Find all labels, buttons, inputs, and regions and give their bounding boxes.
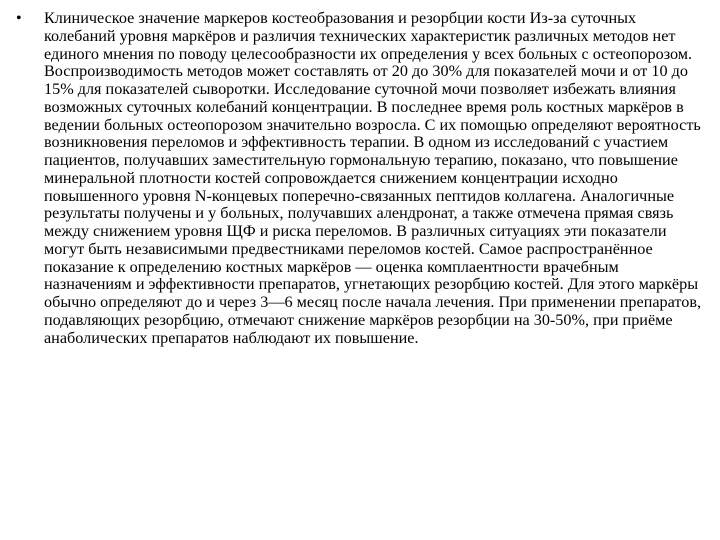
bullet-icon: • [16,10,22,27]
bullet-item [14,10,704,347]
body-paragraph: Клиническое значение маркеров костеобразования и резорбции кости Из-за суточных колебаний уровня маркёров и различия технических характеристик различных методов нет единого мнения по поводу целесообразности их определения у всех больных с остеопорозом. Воспроизводимость методов может составлять от 20 до 30% для показателей мочи и от 10 до 15% для показателей сыворотки. Исследование суточной мочи позволяет избежать влияния возможных суточных колебаний концентрации. В последнее время роль костных маркёров в ведении больных остеопорозом значительно возросла. С их помощью определяют вероятность возникновения переломов и эффективность терапии. В одном из исследований с участием пациентов, получавших заместительную гормональную терапию, показано, что повышение минеральной плотности костей сопровождается снижением концентрации исходно повышенного уровня N-концевых поперечно-связанных пептидов коллагена. Аналогичные результаты получены и у больных, получавших алендронат, а также отмечена прямая связь между снижением уровня ЩФ и риска переломов. В различных ситуациях эти показатели могут быть независимыми предвестниками переломов костей. Самое распространённое показание к определению костных маркёров — оценка комплаентности врачебным назначениям и эффективности препаратов, угнетающих резорбцию костей. Для этого маркёры обычно определяют до и через 3—6 месяц после начала лечения. При применении препаратов, подавляющих резорбцию, отмечают снижение маркёров резорбции на 30-50%, при приёме анаболических препаратов наблюдают их повышение. [44,9,702,347]
